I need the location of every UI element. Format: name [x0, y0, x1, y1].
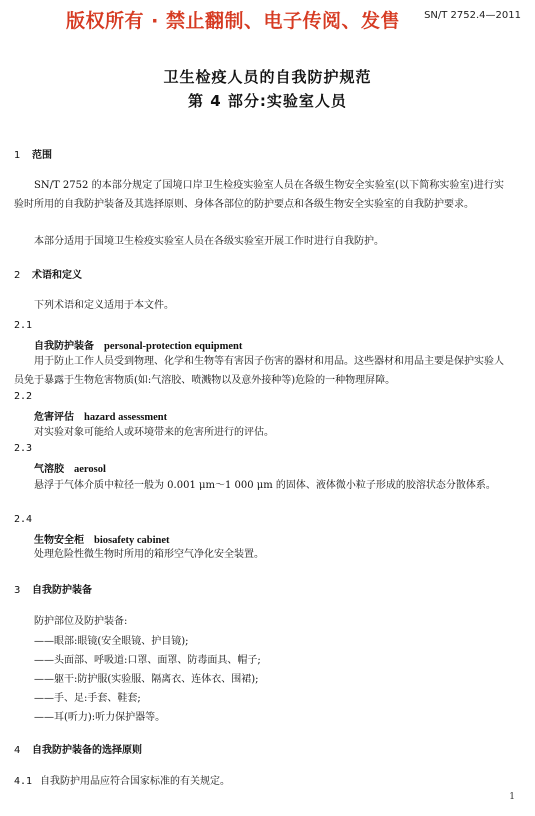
document-title: 卫生检疫人员的自我防护规范 [163, 68, 372, 86]
section-title: 术语和定义 [32, 270, 82, 281]
clause-number: 4.1 [14, 776, 33, 787]
term-zh: 生物安全柜 [34, 535, 84, 546]
term-number: 2.1 [14, 320, 33, 331]
equipment-list-item: ——头面部、呼吸道:口罩、面罩、防毒面具、帽子; [34, 655, 261, 666]
term-zh: 自我防护装备 [34, 341, 94, 352]
watermark: 版权所有 · 禁止翻制、电子传阅、发售 [66, 10, 400, 32]
term-number: 2.3 [14, 443, 33, 454]
section-number: 2 [14, 270, 21, 281]
equipment-list-item: ——耳(听力):听力保护器等。 [34, 712, 166, 723]
scope-paragraph-2: 本部分适用于国境卫生检疫实验室人员在各级实验室开展工作时进行自我防护。 [34, 236, 384, 247]
equipment-intro: 防护部位及防护装备: [34, 616, 128, 627]
section-number: 3 [14, 585, 21, 596]
term-en: biosafety cabinet [94, 535, 170, 546]
clause-4-1 [14, 772, 230, 787]
term-heading [34, 460, 106, 475]
term-number: 2.2 [14, 391, 33, 402]
term-zh: 气溶胶 [34, 464, 64, 475]
term-definition: 处理危险性微生物时所用的箱形空气净化安全装置。 [34, 549, 264, 560]
document-subtitle: 第 4 部分:实验室人员 [188, 92, 347, 110]
term-definition: 对实验对象可能给人或环境带来的危害所进行的评估。 [34, 427, 274, 438]
terms-intro: 下列术语和定义适用于本文件。 [34, 300, 174, 311]
document-code: SN/T 2752.4—2011 [424, 10, 521, 21]
equipment-list-item: ——手、足:手套、鞋套; [34, 693, 141, 704]
section-heading-2 [14, 266, 82, 281]
section-heading-3 [14, 581, 92, 596]
clause-text: 自我防护用品应符合国家标准的有关规定。 [40, 776, 230, 787]
section-heading-4 [14, 741, 142, 756]
section-title: 自我防护装备的选择原则 [32, 745, 142, 756]
term-heading [34, 531, 170, 546]
equipment-list-item: ——躯干:防护服(实验服、隔离衣、连体衣、围裙); [34, 674, 259, 685]
equipment-list-item: ——眼部:眼镜(安全眼镜、护目镜); [34, 636, 189, 647]
section-title: 自我防护装备 [32, 585, 92, 596]
term-en: aerosol [74, 464, 106, 475]
term-zh: 危害评估 [34, 412, 74, 423]
term-definition: 悬浮于气体介质中粒径一般为 0.001 μm～1 000 μm 的固体、液体微小粒子形成的胶溶状态分散体系。 [34, 480, 496, 491]
section-number: 4 [14, 745, 21, 756]
page-number: 1 [509, 792, 515, 802]
section-heading-1 [14, 146, 52, 161]
term-definition: 用于防止工作人员受到物理、化学和生物等有害因子伤害的器材和用品。这些器材和用品主要是保护实验人员免于暴露于生物危害物质(如:气溶胶、喷溅物以及意外接种等)危险的一种物理屏障。 [14, 356, 504, 386]
term-heading [34, 408, 167, 423]
term-en: personal-protection equipment [104, 341, 243, 352]
section-title: 范围 [32, 150, 52, 161]
term-en: hazard assessment [84, 412, 168, 423]
section-number: 1 [14, 150, 21, 161]
term-heading [34, 337, 242, 352]
scope-paragraph-1: SN/T 2752 的本部分规定了国境口岸卫生检疫实验室人员在各级生物安全实验室(以下简称实验室)进行实验时所用的自我防护装备及其选择原则、身体各部位的防护要点和各级生物安全实验室的自我防护要求。 [14, 180, 504, 210]
term-number: 2.4 [14, 514, 33, 525]
